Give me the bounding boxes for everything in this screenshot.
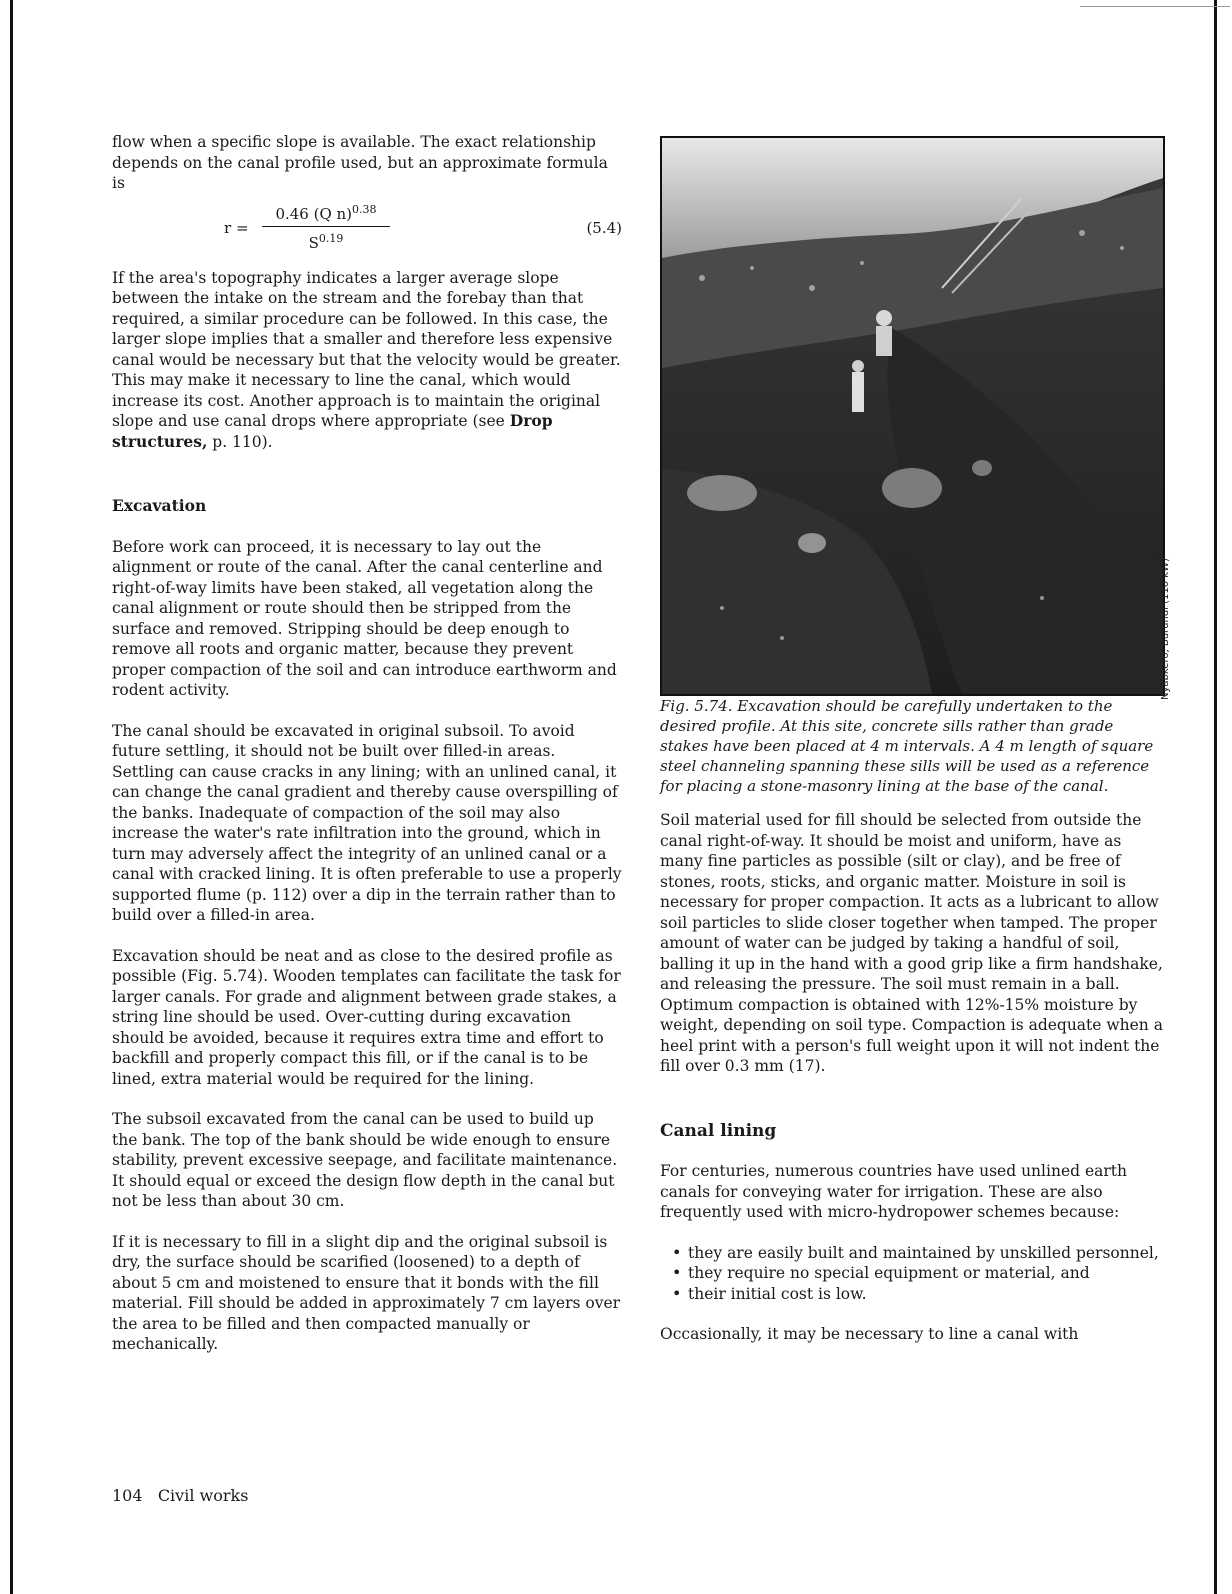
scan-edge-left (10, 0, 13, 1594)
formula-denominator-base: S (308, 234, 319, 252)
formula-number: (5.4) (586, 218, 622, 237)
page-footer (112, 1486, 248, 1505)
unlined-canals-paragraph: For centuries, numerous countries have used unlined earth canals for conveying water for irrigation. These are also frequently used with micro-hydropower schemes because: (660, 1162, 1127, 1221)
formula-5-4 (112, 200, 622, 260)
slope-paragraph-text: If the area's topography indicates a larger average slope between the intake on the stream and the forebay than that required, a similar procedure can be followed. In this case, the larger slope implies that a smaller and therefore less expensive canal would be necessary but that the velocity would be greater. This may make it necessary to line the canal, which would increase its cost. Another approach is to maintain the original slope and use canal drops where appropriate (see (112, 268, 621, 430)
photo-credit-text: Nyabkero, Burundi (110 kW) (1160, 558, 1171, 700)
scan-edge-right (1214, 0, 1217, 1594)
fill-paragraph: If it is necessary to fill in a slight dip and the original subsoil is dry, the surface should be scarified (loosened) to a depth of about 5 cm and moistened to ensure that it bonds with the fill material. Fill should be added in approximately 7 cm layers over the area to be filled and then compacted manually or mechanically. (112, 1232, 621, 1353)
photo-credit (1160, 535, 1174, 700)
canal-lining-heading: Canal lining (660, 1120, 777, 1141)
bank-paragraph: The subsoil excavated from the canal can be used to build up the bank. The top of the bank should be wide enough to ensure stability, prevent excessive seepage, and facilitate maintenance. It should equal or exceed the design flow depth in the canal but not be less than about 30 cm. (112, 1110, 618, 1210)
page-number: 104 (112, 1486, 143, 1505)
excavation-photo (660, 136, 1165, 696)
list-item: • their initial cost is low. (672, 1284, 1165, 1305)
formula-denominator-exponent: 0.19 (318, 232, 344, 245)
subsoil-paragraph: The canal should be excavated in original subsoil. To avoid future settling, it should not be built over filled-in areas. Settling can cause cracks in any lining; with an unlined canal, it can change the canal gradient and thereby cause overspilling of the banks. Inadequate of compaction of the soil may also increase the water's rate infiltration into the ground, which in turn may adversely affect the integrity of an unlined canal or a canal with cracked lining. It is often preferable to use a properly supported flume (p. 112) over a dip in the terrain rather than to build over a filled-in area. (112, 721, 622, 924)
formula-numerator-exponent: 0.38 (352, 202, 377, 216)
list-item: • they require no special equipment or material, and (672, 1263, 1165, 1284)
list-item: • they are easily built and maintained by unskilled personnel, (672, 1243, 1165, 1264)
profile-paragraph: Excavation should be neat and as close to the desired profile as possible (Fig. 5.74). Wooden templates can facilitate the task for larger canals. For grade and alignment between grade stakes, a string line should be used. Over-cutting during excavation should be avoided, because it requires extra time and effort to backfill and properly compact this fill, or if the canal is to be lined, extra material would be required for the lining. (112, 946, 621, 1088)
slope-paragraph-end: p. 110). (207, 432, 273, 451)
reasons-list (660, 1243, 1165, 1305)
slope-paragraph (112, 268, 622, 453)
left-column (112, 132, 622, 1355)
lining-paragraph: Occasionally, it may be necessary to line a canal with (660, 1325, 1079, 1343)
scan-edge-top (1080, 6, 1230, 7)
formula-fraction (262, 200, 390, 254)
figure-caption: Fig. 5.74. Excavation should be carefully undertaken to the desired profile. At this site, concrete sills rather than grade stakes have been placed at 4 m intervals. A 4 m length of square steel channeling spanning these sills will be used as a reference for placing a stone-masonry lining at the base of the canal. (660, 697, 1154, 795)
formula-denominator (262, 227, 390, 254)
fill-material-paragraph: Soil material used for fill should be selected from outside the canal right-of-way. It should be moist and uniform, have as many fine particles as possible (silt or clay), and be free of stones, roots, sticks, and organic matter. Moisture in soil is necessary for proper compaction. It acts as a lubricant to allow soil particles to slide closer together when tamped. The proper amount of water can be judged by taking a handful of soil, balling it up in the hand with a good grip like a firm handshake, and releasing the pressure. The soil must remain in a ball. Optimum compaction is obtained with 12%-15% moisture by weight, depending on soil type. Compaction is adequate when a heel print with a person's full weight upon it will not indent the fill over 0.3 mm (17). (660, 811, 1163, 1075)
formula-numerator (262, 200, 390, 228)
section-name: Civil works (157, 1486, 249, 1505)
formula-lhs: r = (224, 218, 249, 237)
excavation-heading: Excavation (112, 496, 207, 515)
excavation-photo-illustration (662, 138, 1163, 694)
drop-structures-reference: Drop structures, (112, 411, 553, 451)
right-column (660, 136, 1165, 1345)
formula-numerator-base: 0.46 (Q n) (275, 204, 353, 223)
intro-paragraph: flow when a specific slope is available. The exact relationship depends on the canal profile used, but an approximate formula is (112, 133, 608, 192)
layout-paragraph: Before work can proceed, it is necessary to lay out the alignment or route of the canal. After the canal centerline and right-of-way limits have been staked, all vegetation along the canal alignment or route should then be stripped from the surface and removed. Stripping should be deep enough to remove all roots and organic matter, because they prevent proper compaction of the soil and can introduce earthworm and rodent activity. (112, 537, 617, 699)
